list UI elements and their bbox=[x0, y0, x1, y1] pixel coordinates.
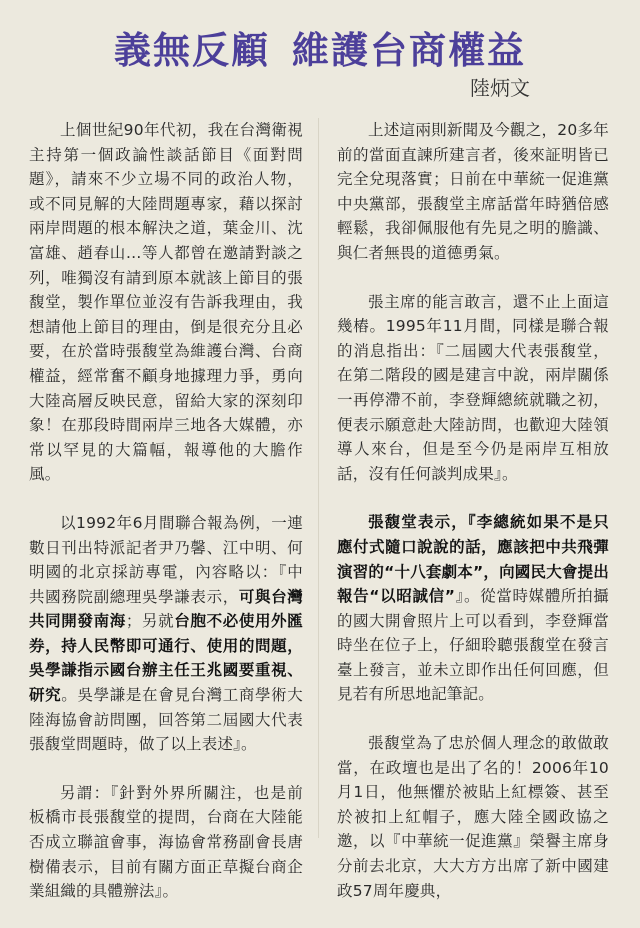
title-part-2: 維護台商權益 bbox=[292, 28, 526, 72]
left-column bbox=[29, 118, 303, 928]
author-byline: 陸炳文 bbox=[470, 76, 530, 100]
left-paragraph-1: 上個世紀90年代初，我在台灣衛視主持第一個政論性談話節目《面對問題》，請來不少立場不同的政治人物，或不同見解的大陸問題專家，藉以探討兩岸問題的根本解決之道，葉金川、沈富雄、趙春山…等人都曾在邀請對談之列，唯獨沒有請到原本就該上節目的張馥堂，製作單位並沒有告訴我理由，我想請他上節目的理由，倒是很充分且必要，在於當時張馥堂為維護台灣、台商權益，經常奮不顧身地據理力爭，勇向大陸高層反映民意，留給大家的深刻印象！在那段時間兩岸三地各大媒體，亦常以罕見的大篇幅，報導他的大膽作風。 bbox=[29, 121, 303, 484]
article-title bbox=[0, 20, 640, 74]
title-part-1: 義無反顧 bbox=[114, 28, 270, 72]
column-divider bbox=[318, 118, 319, 838]
right-paragraph-2: 張主席的能言敢言，還不止上面這幾樁。1995年11月間，同樣是聯合報的消息指出：『二屆國大代表張馥堂，在第二階段的國是建言中說，兩岸關係一再停滯不前，李登輝總統就職之初，便表示願意赴大陸訪問，也歡迎大陸領導人來台，但是至今仍是兩岸互相放話，沒有任何談判成果』。 bbox=[337, 292, 609, 483]
left-p2-emphasis-2: 台胞不必使用外匯券，持人民幣即可通行、使用的問題，吳學謙指示國台辦主任王兆國要重視、研究 bbox=[29, 612, 303, 705]
left-p2-text-c: ；另就 bbox=[125, 612, 175, 631]
right-paragraph-4: 張馥堂為了忠於個人理念的敢做敢當，在政壇也是出了名的！2006年10月1日，他無懼於被貼上紅標簽、甚至於被扣上紅帽子，應大陸全國政協之邀，以『中華統一促進黨』榮譽主席身分前去北京，大大方方出席了新中國建政57周年慶典， bbox=[337, 734, 609, 900]
left-p2-text-e: 。吳學謙是在會見台灣工商學術大陸海協會訪問團，回答第二屆國大代表張馥堂問題時，做了以上表述』。 bbox=[29, 686, 303, 754]
right-p3-text: 』。從當時媒體所拍攝的國大開會照片上可以看到，李登輝當時坐在位子上，仔細聆聽張馥堂在發言臺上發言，並未立即作出任何回應，但見若有所思地記筆記。 bbox=[337, 587, 609, 704]
right-p3-emphasis: 張馥堂表示，『李總統如果不是只應付式隨口說說的話，應該把中共飛彈演習的“十八套劇本”，向國民大會提出報告“以昭誠信” bbox=[337, 513, 609, 606]
left-p2-emphasis-1: 可與台灣共同開發南海 bbox=[29, 587, 303, 631]
right-column bbox=[337, 118, 609, 927]
right-paragraph-3 bbox=[337, 510, 609, 707]
right-paragraph-1: 上述這兩則新聞及今觀之，20多年前的當面直諫所建言者，後來証明皆已完全兌現落實；日前在中華統一促進黨中央黨部，張馥堂主席話當年時猶倍感輕鬆，我卻佩服他有先見之明的膽識、與仁者無畏的道德勇氣。 bbox=[337, 121, 609, 262]
left-p2-text-a: 以1992年6月間聯合報為例，一連數日刊出特派記者尹乃馨、江中明、何明國的北京採訪專電，內容略以：『中共國務院副總理吳學謙表示， bbox=[29, 513, 303, 606]
left-paragraph-3: 另謂：『針對外界所關注，也是前板橋市長張馥堂的提問，台商在大陸能否成立聯誼會事，海協會常務副會長唐樹備表示，目前有關方面正草擬台商企業組織的具體辦法』。 bbox=[29, 783, 303, 901]
left-paragraph-2 bbox=[29, 511, 303, 757]
